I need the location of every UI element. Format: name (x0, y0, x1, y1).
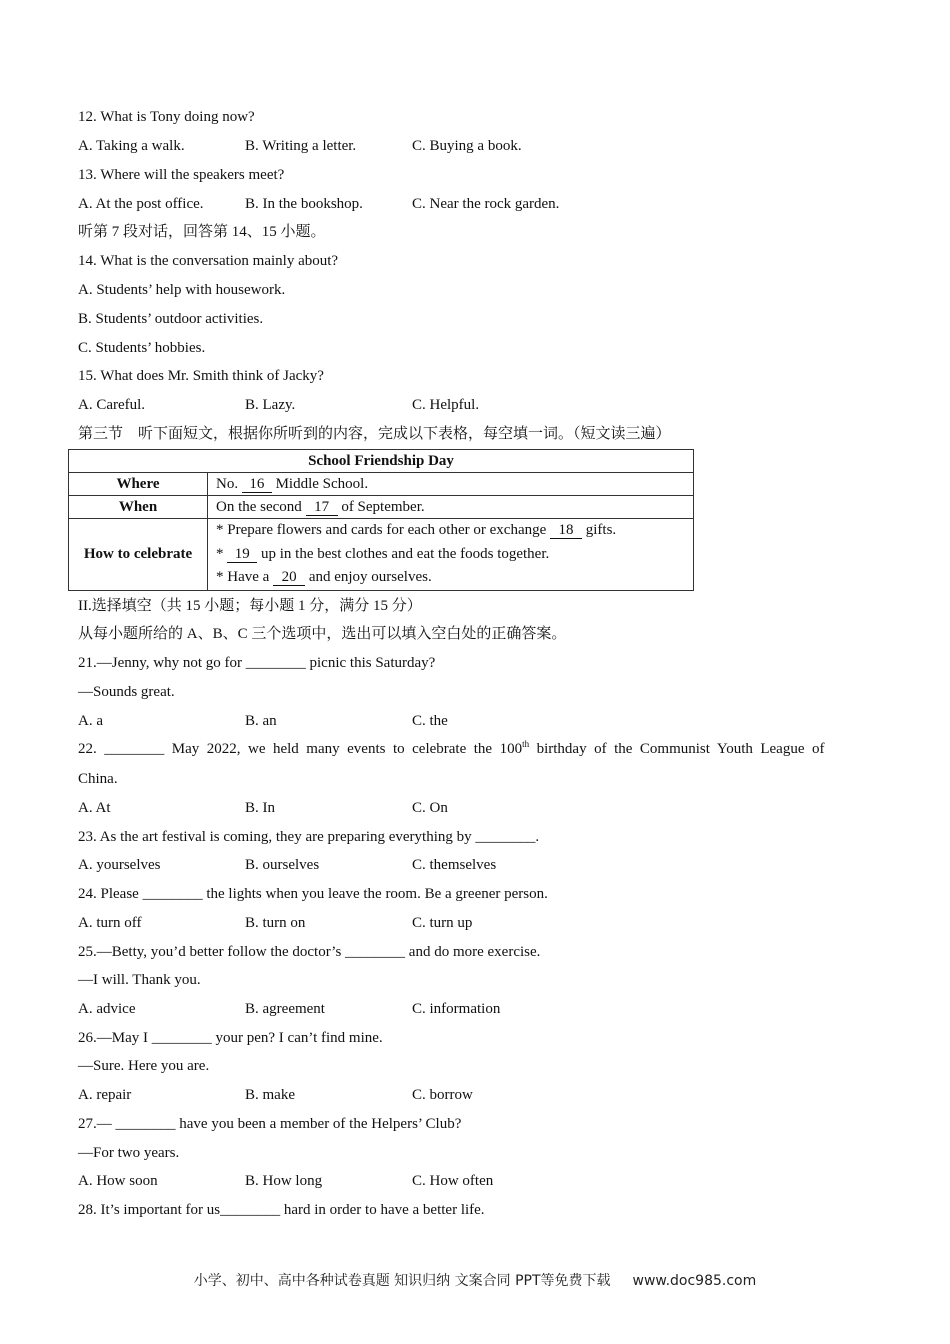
q13-stem: 13. Where will the speakers meet? (78, 167, 285, 183)
footer-text: 小学、初中、高中各种试卷真题 知识归纳 文案合同 PPT等免费下载 (193, 1273, 611, 1289)
how-line-1 (216, 519, 685, 543)
q14-option-a: A. Students’ help with housework. (78, 282, 286, 298)
how3-post: and enjoy ourselves. (308, 569, 432, 585)
q22-line-2: China. (78, 771, 118, 787)
q13-option-c: C. Near the rock garden. (412, 196, 560, 212)
q23-option-a: A. yourselves (78, 857, 161, 873)
q23-option-c: C. themselves (412, 857, 497, 873)
q22-option-c: C. On (412, 800, 448, 816)
q21-stem: 21.—Jenny, why not go for ________ picnic this Saturday? (78, 655, 436, 671)
how3-pre: * Have a (216, 569, 270, 585)
q28-stem: 28. It’s important for us________ hard in order to have a better life. (78, 1202, 485, 1218)
q22-option-b: B. In (245, 800, 275, 816)
q27-option-b: B. How long (245, 1173, 323, 1189)
blank-17: 17 (306, 499, 338, 516)
when-pre: On the second (216, 499, 302, 515)
where-pre: No. (216, 476, 239, 492)
page-footer (0, 1270, 950, 1290)
how-line-3 (216, 566, 685, 590)
q24-option-a: A. turn off (78, 915, 142, 931)
q12-option-b: B. Writing a letter. (245, 138, 357, 154)
q27-option-a: A. How soon (78, 1173, 158, 1189)
q22-line1-post: birthday of the Communist Youth League of (529, 741, 825, 757)
how1-post: gifts. (585, 522, 617, 538)
section3-instruction: 第三节 听下面短文，根据你所听到的内容，完成以下表格，每空填一词。（短文读三遍） (78, 426, 671, 442)
q21-reply: —Sounds great. (78, 684, 175, 700)
q24-option-c: C. turn up (412, 915, 473, 931)
q14-option-b: B. Students’ outdoor activities. (78, 311, 264, 327)
q15-option-b: B. Lazy. (245, 397, 296, 413)
q26-option-a: A. repair (78, 1087, 132, 1103)
q24-stem: 24. Please ________ the lights when you leave the room. Be a greener person. (78, 886, 548, 902)
when-post: of September. (341, 499, 425, 515)
when-cell (208, 496, 694, 519)
q26-option-b: B. make (245, 1087, 295, 1103)
how-line-2 (216, 543, 685, 567)
q26-reply: —Sure. Here you are. (78, 1058, 210, 1074)
q21-option-b: B. an (245, 713, 277, 729)
blank-19: 19 (227, 546, 257, 563)
part2-title: II.选择填空（共 15 小题；每小题 1 分，满分 15 分） (78, 598, 422, 614)
q21-option-a: A. a (78, 713, 103, 729)
q25-stem: 25.—Betty, you’d better follow the doctor’s ________ and do more exercise. (78, 944, 541, 960)
q15-option-c: C. Helpful. (412, 397, 480, 413)
q15-stem: 15. What does Mr. Smith think of Jacky? (78, 368, 324, 384)
q25-option-a: A. advice (78, 1001, 136, 1017)
q27-option-c: C. How often (412, 1173, 494, 1189)
q25-option-c: C. information (412, 1001, 501, 1017)
q27-reply: —For two years. (78, 1145, 180, 1161)
q12-option-a: A. Taking a walk. (78, 138, 185, 154)
where-cell (208, 473, 694, 496)
q14-stem: 14. What is the conversation mainly about? (78, 253, 339, 269)
q22-superscript: th (522, 739, 530, 749)
q21-option-c: C. the (412, 713, 448, 729)
q22-line-1 (78, 739, 825, 759)
how2-pre: * (216, 545, 224, 562)
q23-stem: 23. As the art festival is coming, they are preparing everything by ________. (78, 829, 540, 845)
table-title: School Friendship Day (69, 450, 694, 473)
where-label: Where (69, 473, 208, 496)
q15-option-a: A. Careful. (78, 397, 146, 413)
dialog7-instruction: 听第 7 段对话，回答第 14、15 小题。 (78, 224, 326, 240)
how-label: How to celebrate (69, 519, 208, 591)
friendship-day-table (68, 449, 694, 591)
blank-16: 16 (242, 476, 272, 493)
q24-option-b: B. turn on (245, 915, 306, 931)
q22-line1-pre: 22. ________ May 2022, we held many events to celebrate the 100 (78, 741, 523, 757)
q26-stem: 26.—May I ________ your pen? I can’t find mine. (78, 1030, 383, 1046)
blank-18: 18 (550, 522, 582, 539)
q14-option-c: C. Students’ hobbies. (78, 340, 206, 356)
how2-post: up in the best clothes and eat the foods together. (261, 545, 550, 562)
q13-option-b: B. In the bookshop. (245, 196, 363, 212)
how1-pre: * Prepare flowers and cards for each other or exchange (216, 522, 547, 538)
q22-option-a: A. At (78, 800, 111, 816)
where-post: Middle School. (275, 476, 369, 492)
q23-option-b: B. ourselves (245, 857, 320, 873)
q12-stem: 12. What is Tony doing now? (78, 109, 255, 125)
part2-instruction: 从每小题所给的 A、B、C 三个选项中，选出可以填入空白处的正确答案。 (78, 626, 567, 642)
footer-url[interactable]: www.doc985.com (632, 1273, 757, 1289)
q25-reply: —I will. Thank you. (78, 972, 201, 988)
q27-stem: 27.— ________ have you been a member of the Helpers’ Club? (78, 1116, 462, 1132)
q25-option-b: B. agreement (245, 1001, 325, 1017)
q12-option-c: C. Buying a book. (412, 138, 522, 154)
blank-20: 20 (273, 569, 305, 586)
q26-option-c: C. borrow (412, 1087, 473, 1103)
q13-option-a: A. At the post office. (78, 196, 204, 212)
when-label: When (69, 496, 208, 519)
how-cell (208, 519, 694, 591)
